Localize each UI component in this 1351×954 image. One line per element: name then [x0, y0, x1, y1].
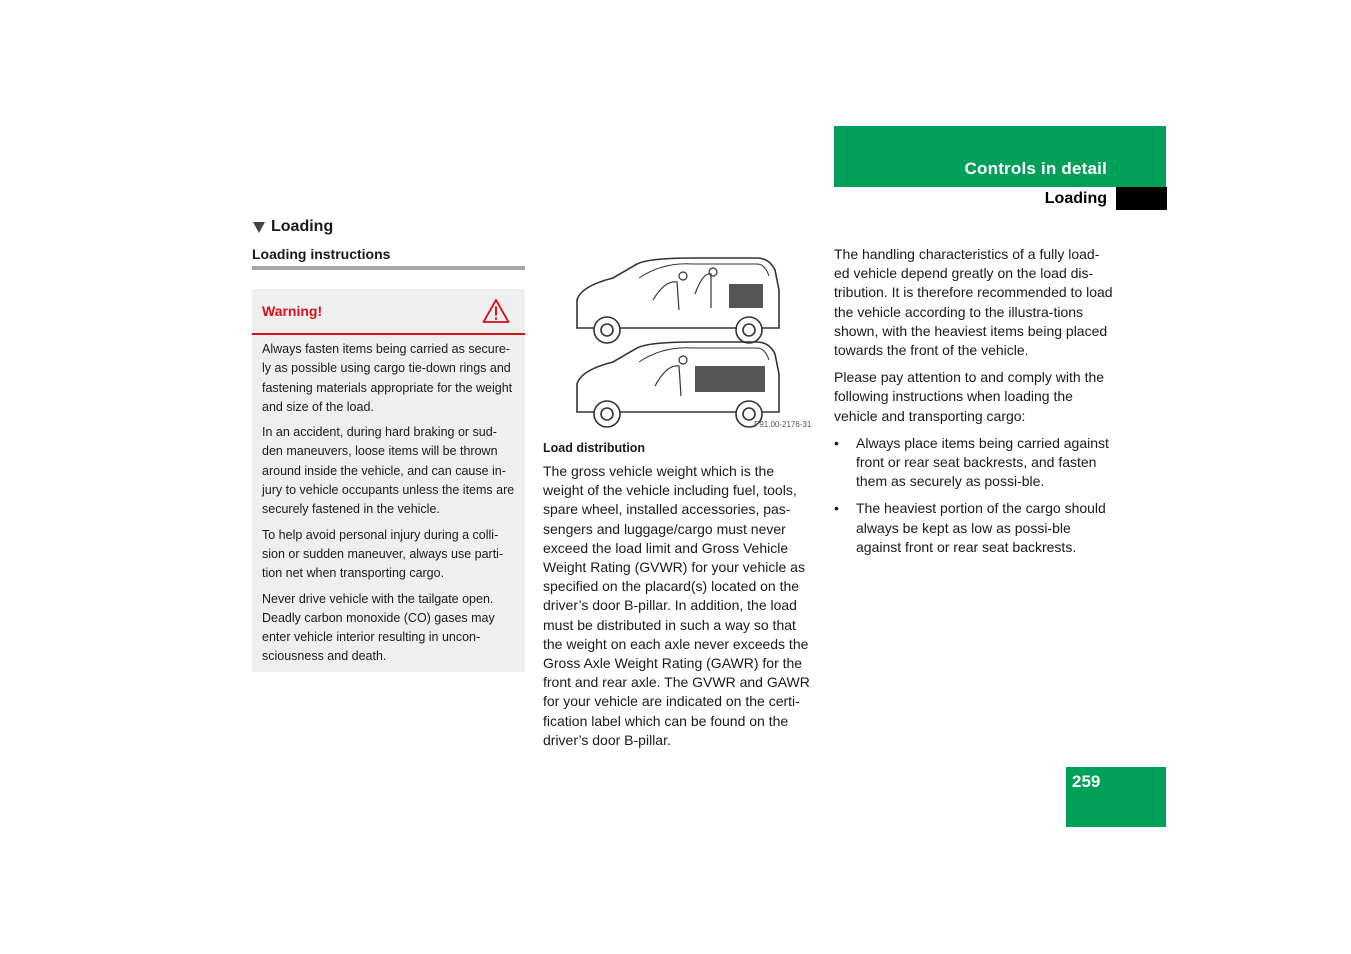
warning-body: [252, 335, 525, 667]
section-header: Loading: [1044, 190, 1107, 207]
page-number-box: [1066, 767, 1166, 827]
subsection-rule: [252, 266, 525, 270]
warning-box: [252, 289, 525, 672]
instructions-intro: Please pay attention to and comply with the following instructions when loading the vehicle and transporting cargo:: [834, 369, 1105, 424]
warning-paragraph: In an accident, during hard braking or sud-den maneuvers, loose items will be thrown around inside the vehicle, and can cause in-jury to vehicle occupants unless the items are securely fastened in the vehicle.: [262, 425, 515, 517]
warning-paragraph: Never drive vehicle with the tailgate open. Deadly carbon monoxide (CO) gases may enter vehicle interior resulting in uncon-sciousness and death.: [262, 591, 495, 664]
list-item: [834, 499, 1114, 557]
section-tab-marker: [1116, 187, 1167, 210]
cargo-block-top: [729, 284, 763, 308]
column-3: [834, 245, 1114, 565]
triangle-down-icon: [253, 222, 265, 233]
warning-paragraph: To help avoid personal injury during a colli-sion or sudden maneuver, always use parti-tion net when transporting cargo.: [262, 527, 504, 581]
warning-header: [252, 289, 525, 335]
page-number: 259: [1072, 772, 1101, 791]
list-item-text: The heaviest portion of the cargo should always be kept as low as possi-ble against front or rear seat backrests.: [856, 500, 1106, 555]
figure-caption: Load distribution: [543, 441, 646, 455]
load-distribution-illustration: [543, 250, 815, 432]
warning-paragraph: Always fasten items being carried as secure-ly as possible using cargo tie-down rings and fastening materials appropriate for the weight and size of the load.: [262, 342, 513, 414]
section-title-text: Loading: [271, 218, 334, 235]
gvwr-paragraph: The gross vehicle weight which is the weight of the vehicle including fuel, tools, spare wheel, installed accessories, pas-sengers and luggage/cargo must never exceed the load limit and Gross Vehicle Weight Rating (GVWR) for your vehicle as specified on the placard(s) located on the driver’s door B-pillar. In addition, the load must be distributed in such a way so that the weight on each axle never exceeds the Gross Axle Weight Rating (GAWR) for the front and rear axle. The GVWR and GAWR for your vehicle are indicated on the certi-fication label which can be found on the driver’s door B-pillar.: [543, 463, 810, 748]
warning-label: Warning!: [262, 303, 323, 319]
chapter-title: Controls in detail: [964, 159, 1107, 178]
warning-triangle-icon: [482, 298, 510, 324]
list-item: [834, 434, 1114, 492]
section-title: [253, 218, 333, 236]
bullet-icon: •: [834, 500, 839, 517]
instructions-list: [834, 434, 1114, 557]
subsection-title: Loading instructions: [252, 246, 391, 262]
cargo-block-bottom: [695, 366, 765, 392]
handling-paragraph: The handling characteristics of a fully load-ed vehicle depend greatly on the load dis-tribution. It is therefore recommended to load the vehicle according to the illustra-tions shown, with the heaviest items being placed towards the front of the vehicle.: [834, 246, 1113, 359]
figure-code: P91.00-2176-31: [754, 420, 812, 429]
bullet-icon: •: [834, 434, 839, 451]
list-item-text: Always place items being carried against front or rear seat backrests, and fasten them as securely as possi-ble.: [856, 434, 1109, 490]
